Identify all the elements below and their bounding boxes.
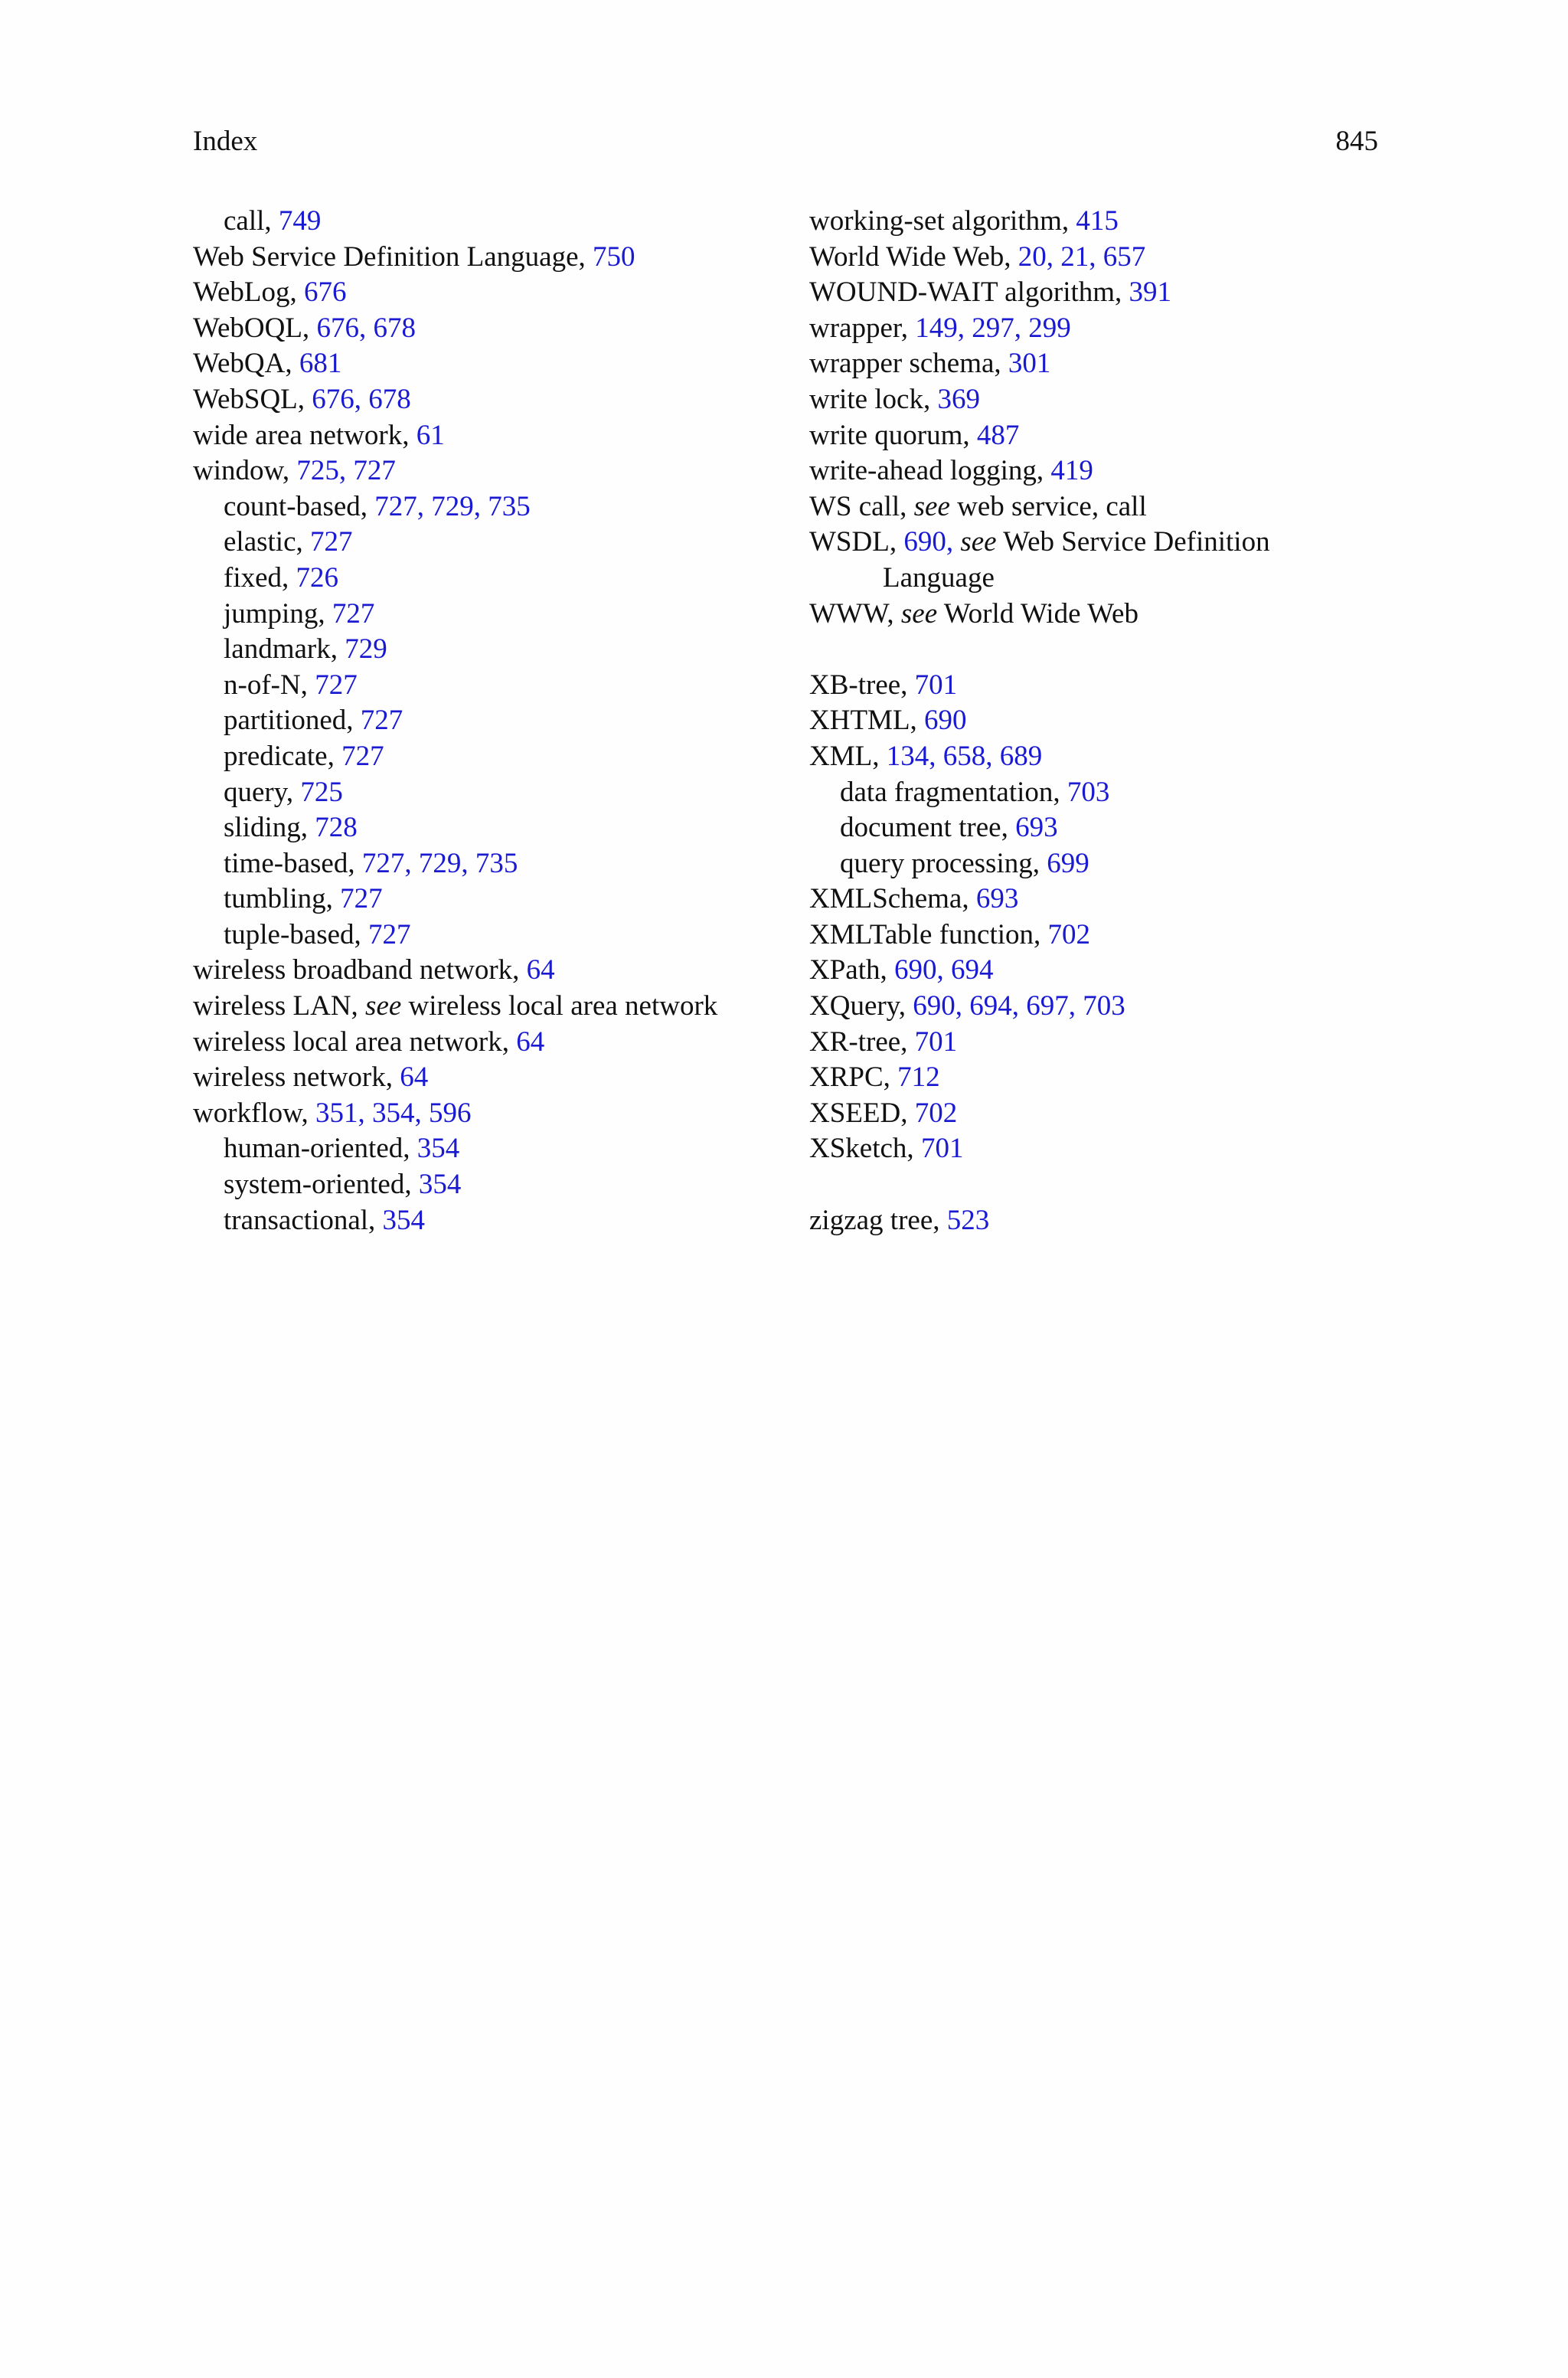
index-entry xyxy=(193,1060,805,1096)
index-entry xyxy=(809,918,1422,953)
index-term: call, xyxy=(224,205,279,237)
index-entry xyxy=(809,668,1422,704)
page-reference-link[interactable]: 726 xyxy=(296,561,339,594)
index-term: Language xyxy=(883,561,995,594)
running-head xyxy=(193,123,1378,161)
page-reference-link[interactable]: 354 xyxy=(382,1204,426,1236)
index-subentry xyxy=(193,632,805,668)
page-reference-link[interactable]: 690, xyxy=(903,526,961,558)
index-entry xyxy=(193,382,805,418)
index-term: WSDL, xyxy=(809,526,904,558)
page-reference-link[interactable]: 750 xyxy=(593,240,635,273)
see-reference: see xyxy=(900,597,938,630)
index-term: query, xyxy=(224,776,301,808)
index-term: WebOQL, xyxy=(193,312,317,344)
index-term: write lock, xyxy=(809,383,938,415)
index-column-left xyxy=(193,204,805,1238)
page-reference-link[interactable]: 703 xyxy=(1067,776,1110,808)
index-term: time-based, xyxy=(224,847,362,879)
index-spacer xyxy=(809,632,1422,668)
index-subentry xyxy=(193,882,805,918)
page-reference-link[interactable]: 690, 694 xyxy=(894,954,994,986)
index-subentry xyxy=(193,703,805,739)
page-reference-link[interactable]: 391 xyxy=(1129,276,1172,309)
page-reference-link[interactable]: 701 xyxy=(920,1133,964,1165)
index-spacer xyxy=(809,1167,1422,1203)
index-subentry xyxy=(193,561,805,597)
index-subentry xyxy=(193,810,805,846)
page-reference-link[interactable]: 301 xyxy=(1008,348,1051,380)
index-term: data fragmentation, xyxy=(840,776,1067,808)
page-reference-link[interactable]: 727 xyxy=(315,669,358,701)
index-term: XMLTable function, xyxy=(809,918,1048,950)
index-term: wireless LAN, xyxy=(193,990,366,1022)
index-term: wrapper, xyxy=(809,312,916,344)
index-term: tuple-based, xyxy=(224,918,369,950)
index-entry xyxy=(809,418,1422,454)
index-entry xyxy=(809,739,1422,775)
see-reference: see xyxy=(913,490,950,522)
index-term: XPath, xyxy=(809,954,894,986)
index-entry xyxy=(809,489,1422,525)
index-term: workflow, xyxy=(193,1097,315,1129)
index-entry xyxy=(809,1131,1422,1167)
index-term: WOUND-WAIT algorithm, xyxy=(809,276,1129,309)
see-target: wireless local area network xyxy=(401,990,718,1022)
index-subentry xyxy=(193,1131,805,1167)
index-term: transactional, xyxy=(224,1204,383,1236)
index-term: zigzag tree, xyxy=(809,1204,947,1236)
index-term: sliding, xyxy=(224,812,315,844)
page-reference-link[interactable]: 419 xyxy=(1050,455,1093,487)
index-term: write-ahead logging, xyxy=(809,455,1051,487)
page-reference-link[interactable]: 676, 678 xyxy=(312,383,411,415)
page-reference-link[interactable]: 20, 21, 657 xyxy=(1018,240,1146,273)
index-entry xyxy=(809,1203,1422,1239)
index-entry xyxy=(809,882,1422,918)
index-term: fixed, xyxy=(224,561,296,594)
index-subentry xyxy=(193,775,805,811)
index-term: query processing, xyxy=(840,847,1047,879)
index-term: wide area network, xyxy=(193,419,416,451)
page-reference-link[interactable]: 61 xyxy=(416,419,445,451)
page-reference-link[interactable]: 712 xyxy=(897,1061,940,1094)
page-reference-link[interactable]: 727 xyxy=(360,705,403,737)
index-column-right xyxy=(809,204,1422,1238)
see-target: Web Service Definition xyxy=(996,526,1270,558)
index-entry xyxy=(193,240,805,276)
index-term: Web Service Definition Language, xyxy=(193,240,593,273)
page-reference-link[interactable]: 701 xyxy=(914,1025,958,1058)
index-term: XSketch, xyxy=(809,1133,921,1165)
page-reference-link[interactable]: 727 xyxy=(341,740,384,772)
page-reference-link[interactable]: 690, 694, 697, 703 xyxy=(913,990,1125,1022)
running-head-title: Index xyxy=(193,126,258,157)
page-reference-link[interactable]: 690 xyxy=(924,705,967,737)
index-entry xyxy=(809,525,1422,561)
index-entry xyxy=(193,1096,805,1132)
page-reference-link[interactable]: 727 xyxy=(368,918,411,950)
index-subentry xyxy=(193,668,805,704)
page-reference-link[interactable]: 693 xyxy=(1015,812,1058,844)
page-reference-link[interactable]: 702 xyxy=(1047,918,1091,950)
index-subentry xyxy=(193,489,805,525)
page-reference-link[interactable]: 523 xyxy=(946,1204,990,1236)
index-entry xyxy=(809,453,1422,489)
index-entry xyxy=(809,597,1422,633)
index-term: human-oriented, xyxy=(224,1133,417,1165)
page-reference-link[interactable]: 727 xyxy=(332,597,375,630)
index-term: XHTML, xyxy=(809,705,925,737)
index-term: WebLog, xyxy=(193,276,304,309)
index-term: predicate, xyxy=(224,740,342,772)
index-subentry xyxy=(193,1167,805,1203)
index-term: XB-tree, xyxy=(809,669,915,701)
index-entry xyxy=(193,989,805,1025)
page-reference-link[interactable]: 351, 354, 596 xyxy=(315,1097,472,1129)
index-term: World Wide Web, xyxy=(809,240,1018,273)
index-entry xyxy=(193,1025,805,1061)
index-subentry xyxy=(193,1203,805,1239)
page-reference-link[interactable]: 749 xyxy=(278,205,322,237)
index-entry xyxy=(809,1060,1422,1096)
index-subentry xyxy=(193,525,805,561)
page-reference-link[interactable]: 727 xyxy=(340,883,383,915)
page-reference-link[interactable]: 134, 658, 689 xyxy=(886,740,1043,772)
index-subentry xyxy=(193,846,805,882)
index-entry xyxy=(193,453,805,489)
index-term: WebSQL, xyxy=(193,383,312,415)
index-entry xyxy=(809,1096,1422,1132)
index-term: wrapper schema, xyxy=(809,348,1008,380)
index-entry xyxy=(193,418,805,454)
page-reference-link[interactable]: 487 xyxy=(976,419,1020,451)
index-entry xyxy=(809,275,1422,311)
index-term: wireless network, xyxy=(193,1061,400,1094)
index-entry xyxy=(809,204,1422,240)
index-term: n-of-N, xyxy=(224,669,315,701)
index-entry xyxy=(809,989,1422,1025)
index-term: XSEED, xyxy=(809,1097,915,1129)
index-term: XML, xyxy=(809,740,887,772)
page-reference-link[interactable]: 64 xyxy=(516,1025,545,1058)
index-term: XR-tree, xyxy=(809,1025,915,1058)
index-subentry xyxy=(193,597,805,633)
page-reference-link[interactable]: 725, 727 xyxy=(296,455,396,487)
page-reference-link[interactable]: 149, 297, 299 xyxy=(915,312,1071,344)
index-entry-continuation xyxy=(809,561,1422,597)
page-number: 845 xyxy=(1335,126,1378,157)
page-reference-link[interactable]: 728 xyxy=(315,812,358,844)
index-entry xyxy=(809,953,1422,989)
page-reference-link[interactable]: 727, 729, 735 xyxy=(361,847,518,879)
index-term: jumping, xyxy=(224,597,332,630)
index-term: landmark, xyxy=(224,633,345,666)
see-reference: see xyxy=(960,526,997,558)
page-reference-link[interactable]: 64 xyxy=(400,1061,429,1094)
page-reference-link[interactable]: 64 xyxy=(526,954,555,986)
index-entry xyxy=(193,346,805,382)
index-subentry xyxy=(809,810,1422,846)
index-entry xyxy=(809,240,1422,276)
index-term: count-based, xyxy=(224,490,375,522)
index-subentry xyxy=(193,918,805,953)
page-reference-link[interactable]: 699 xyxy=(1047,847,1089,879)
index-term: document tree, xyxy=(840,812,1016,844)
index-entry xyxy=(809,346,1422,382)
index-entry xyxy=(809,1025,1422,1061)
see-target: web service, call xyxy=(949,490,1147,522)
index-term: write quorum, xyxy=(809,419,977,451)
index-term: wireless broadband network, xyxy=(193,954,527,986)
page-reference-link[interactable]: 415 xyxy=(1076,205,1119,237)
index-term: window, xyxy=(193,455,297,487)
page-reference-link[interactable]: 354 xyxy=(418,1169,462,1201)
see-reference: see xyxy=(365,990,402,1022)
index-term: XMLSchema, xyxy=(809,883,976,915)
index-entry xyxy=(193,953,805,989)
index-subentry xyxy=(193,739,805,775)
page-reference-link[interactable]: 676, 678 xyxy=(316,312,416,344)
index-entry xyxy=(193,311,805,347)
index-term: XRPC, xyxy=(809,1061,898,1094)
index-term: XQuery, xyxy=(809,990,913,1022)
page-reference-link[interactable]: 727, 729, 735 xyxy=(374,490,531,522)
page-reference-link[interactable]: 702 xyxy=(914,1097,958,1129)
page-reference-link[interactable]: 725 xyxy=(300,776,343,808)
index-subentry xyxy=(193,204,805,240)
page-reference-link[interactable]: 681 xyxy=(299,348,342,380)
page-reference-link[interactable]: 701 xyxy=(914,669,958,701)
index-term: WS call, xyxy=(809,490,914,522)
page-reference-link[interactable]: 354 xyxy=(416,1133,460,1165)
index-term: wireless local area network, xyxy=(193,1025,517,1058)
index-term: system-oriented, xyxy=(224,1169,419,1201)
index-entry xyxy=(193,275,805,311)
see-target: World Wide Web xyxy=(937,597,1138,630)
index-term: tumbling, xyxy=(224,883,341,915)
index-entry xyxy=(809,703,1422,739)
index-term: WebQA, xyxy=(193,348,299,380)
page-reference-link[interactable]: 727 xyxy=(310,526,353,558)
index-term: partitioned, xyxy=(224,705,361,737)
page-reference-link[interactable]: 729 xyxy=(345,633,387,666)
page-reference-link[interactable]: 369 xyxy=(937,383,980,415)
index-term: WWW, xyxy=(809,597,901,630)
index-subentry xyxy=(809,846,1422,882)
page-reference-link[interactable]: 676 xyxy=(303,276,347,309)
index-entry xyxy=(809,311,1422,347)
index-term: working-set algorithm, xyxy=(809,205,1076,237)
index-subentry xyxy=(809,775,1422,811)
index-term: elastic, xyxy=(224,526,311,558)
page-reference-link[interactable]: 693 xyxy=(975,883,1019,915)
index-entry xyxy=(809,382,1422,418)
